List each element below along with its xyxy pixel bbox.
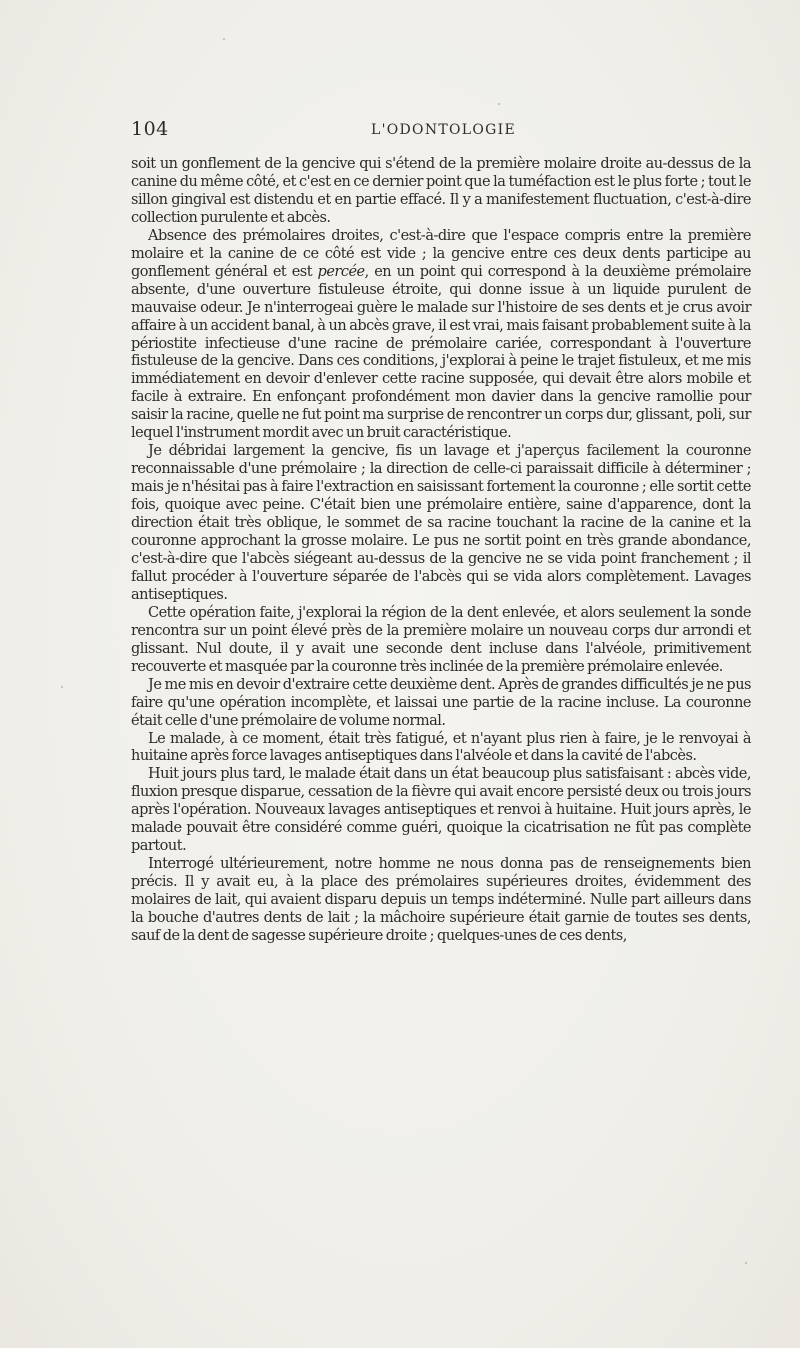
paragraph-2-before: Absence des prémolaires droites, c'est-à-dire que l'espace compris entre la première molaire et la canine de ce côté est vide ; la gencive entre ces deux dents participe au gonflement général et est — [131, 227, 751, 280]
paper-speck — [61, 686, 63, 688]
page-number: 104 — [131, 118, 169, 140]
italic-word-percee: percée — [317, 263, 365, 280]
paragraph-3: Je débridai largement la gencive, fis un lavage et j'aperçus facilement la couronne reconnaissable d'une prémolaire ; la direction de celle-ci paraissait difficile à déterminer ; mais je n'hésitai pas à faire l'extraction en saisissant fortement la couronne ; elle sortit cette fois, quoique avec peine. C'était bien une prémolaire entière, saine d'apparence, dont la direction était très oblique, le sommet de sa racine touchant la racine de la canine et la couronne approchant la grosse molaire. Le pus ne sortit point en très grande abondance, c'est-à-dire que l'abcès siégeant au-dessus de la gencive ne se vida point franchement ; il fallut procéder à l'ouverture séparée de l'abcès qui se vida alors complètement. Lavages antiseptiques. — [131, 443, 751, 603]
paragraph-2 — [131, 228, 751, 443]
paragraph-8: Interrogé ultérieurement, notre homme ne nous donna pas de renseignements bien précis. Il y avait eu, à la place des prémolaires supérieures droites, évidemment des molaires de lait, qui avaient disparu depuis un temps indéterminé. Nulle part ailleurs dans la bouche d'autres dents de lait ; la mâchoire supérieure était garnie de toutes ses dents, sauf de la dent de sagesse supérieure droite ; quelques-unes de ces dents, — [131, 856, 751, 944]
running-title: L'ODONTOLOGIE — [371, 122, 516, 138]
paragraph-1: soit un gonflement de la gencive qui s'étend de la première molaire droite au-dessus de la canine du même côté, et c'est en ce dernier point que la tuméfaction est le plus forte ; tout le sillon gingival est distendu et en partie effacé. Il y a manifestement fluctuation, c'est-à-dire collection purulente et abcès. — [131, 156, 751, 226]
paper-speck — [498, 103, 500, 105]
paper-speck — [745, 1262, 747, 1264]
paragraph-5: Je me mis en devoir d'extraire cette deuxième dent. Après de grandes difficultés je ne pus faire qu'une opération incomplète, et laissai une partie de la racine incluse. La couronne était celle d'une prémolaire de volume normal. — [131, 676, 751, 729]
paper-speck — [223, 38, 225, 40]
paragraph-2-after: , en un point qui correspond à la deuxième prémolaire absente, d'une ouverture fistuleuse étroite, qui donne issue à un liquide purulent de mauvaise odeur. Je n'interrogeai guère le malade sur l'histoire de ses dents et je crus avoir affaire à un accident banal, à un abcès grave, il est vrai, mais faisant probablement suite à la périostite infectieuse d'une racine de prémolaire cariée, correspondant à l'ouverture fistuleuse de la gencive. Dans ces conditions, j'explorai à peine le trajet fistuleux, et me mis immédiatement en devoir d'enlever cette racine supposée, qui devait être alors mobile et facile à extraire. En enfonçant profondément mon davier dans la gencive ramollie pour saisir la racine, quelle ne fut point ma surprise de rencontrer un corps dur, glissant, poli, sur lequel l'instrument mordit avec un bruit caractéristique. — [131, 263, 752, 442]
paragraph-7: Huit jours plus tard, le malade était dans un état beaucoup plus satisfaisant : abcès vide, fluxion presque disparue, cessation de la fièvre qui avait encore persisté deux ou trois jours après l'opération. Nouveaux lavages antiseptiques et renvoi à huitaine. Huit jours après, le malade pouvait être considéré comme guéri, quoique la cicatrisation ne fût pas complète partout. — [131, 766, 751, 855]
body-text — [131, 156, 751, 946]
paragraph-4: Cette opération faite, j'explorai la région de la dent enlevée, et alors seulement la sonde rencontra sur un point élevé près de la première molaire un nouveau corps dur arrondi et glissant. Nul doute, il y avait une seconde dent incluse dans l'alvéole, primitivement recouverte et masquée par la couronne très inclinée de la première prémolaire enlevée. — [131, 604, 751, 675]
page-header — [131, 118, 751, 142]
paragraph-6: Le malade, à ce moment, était très fatigué, et n'ayant plus rien à faire, je le renvoyai à huitaine après force lavages antiseptiques dans l'alvéole et dans la cavité de l'abcès. — [131, 730, 751, 765]
